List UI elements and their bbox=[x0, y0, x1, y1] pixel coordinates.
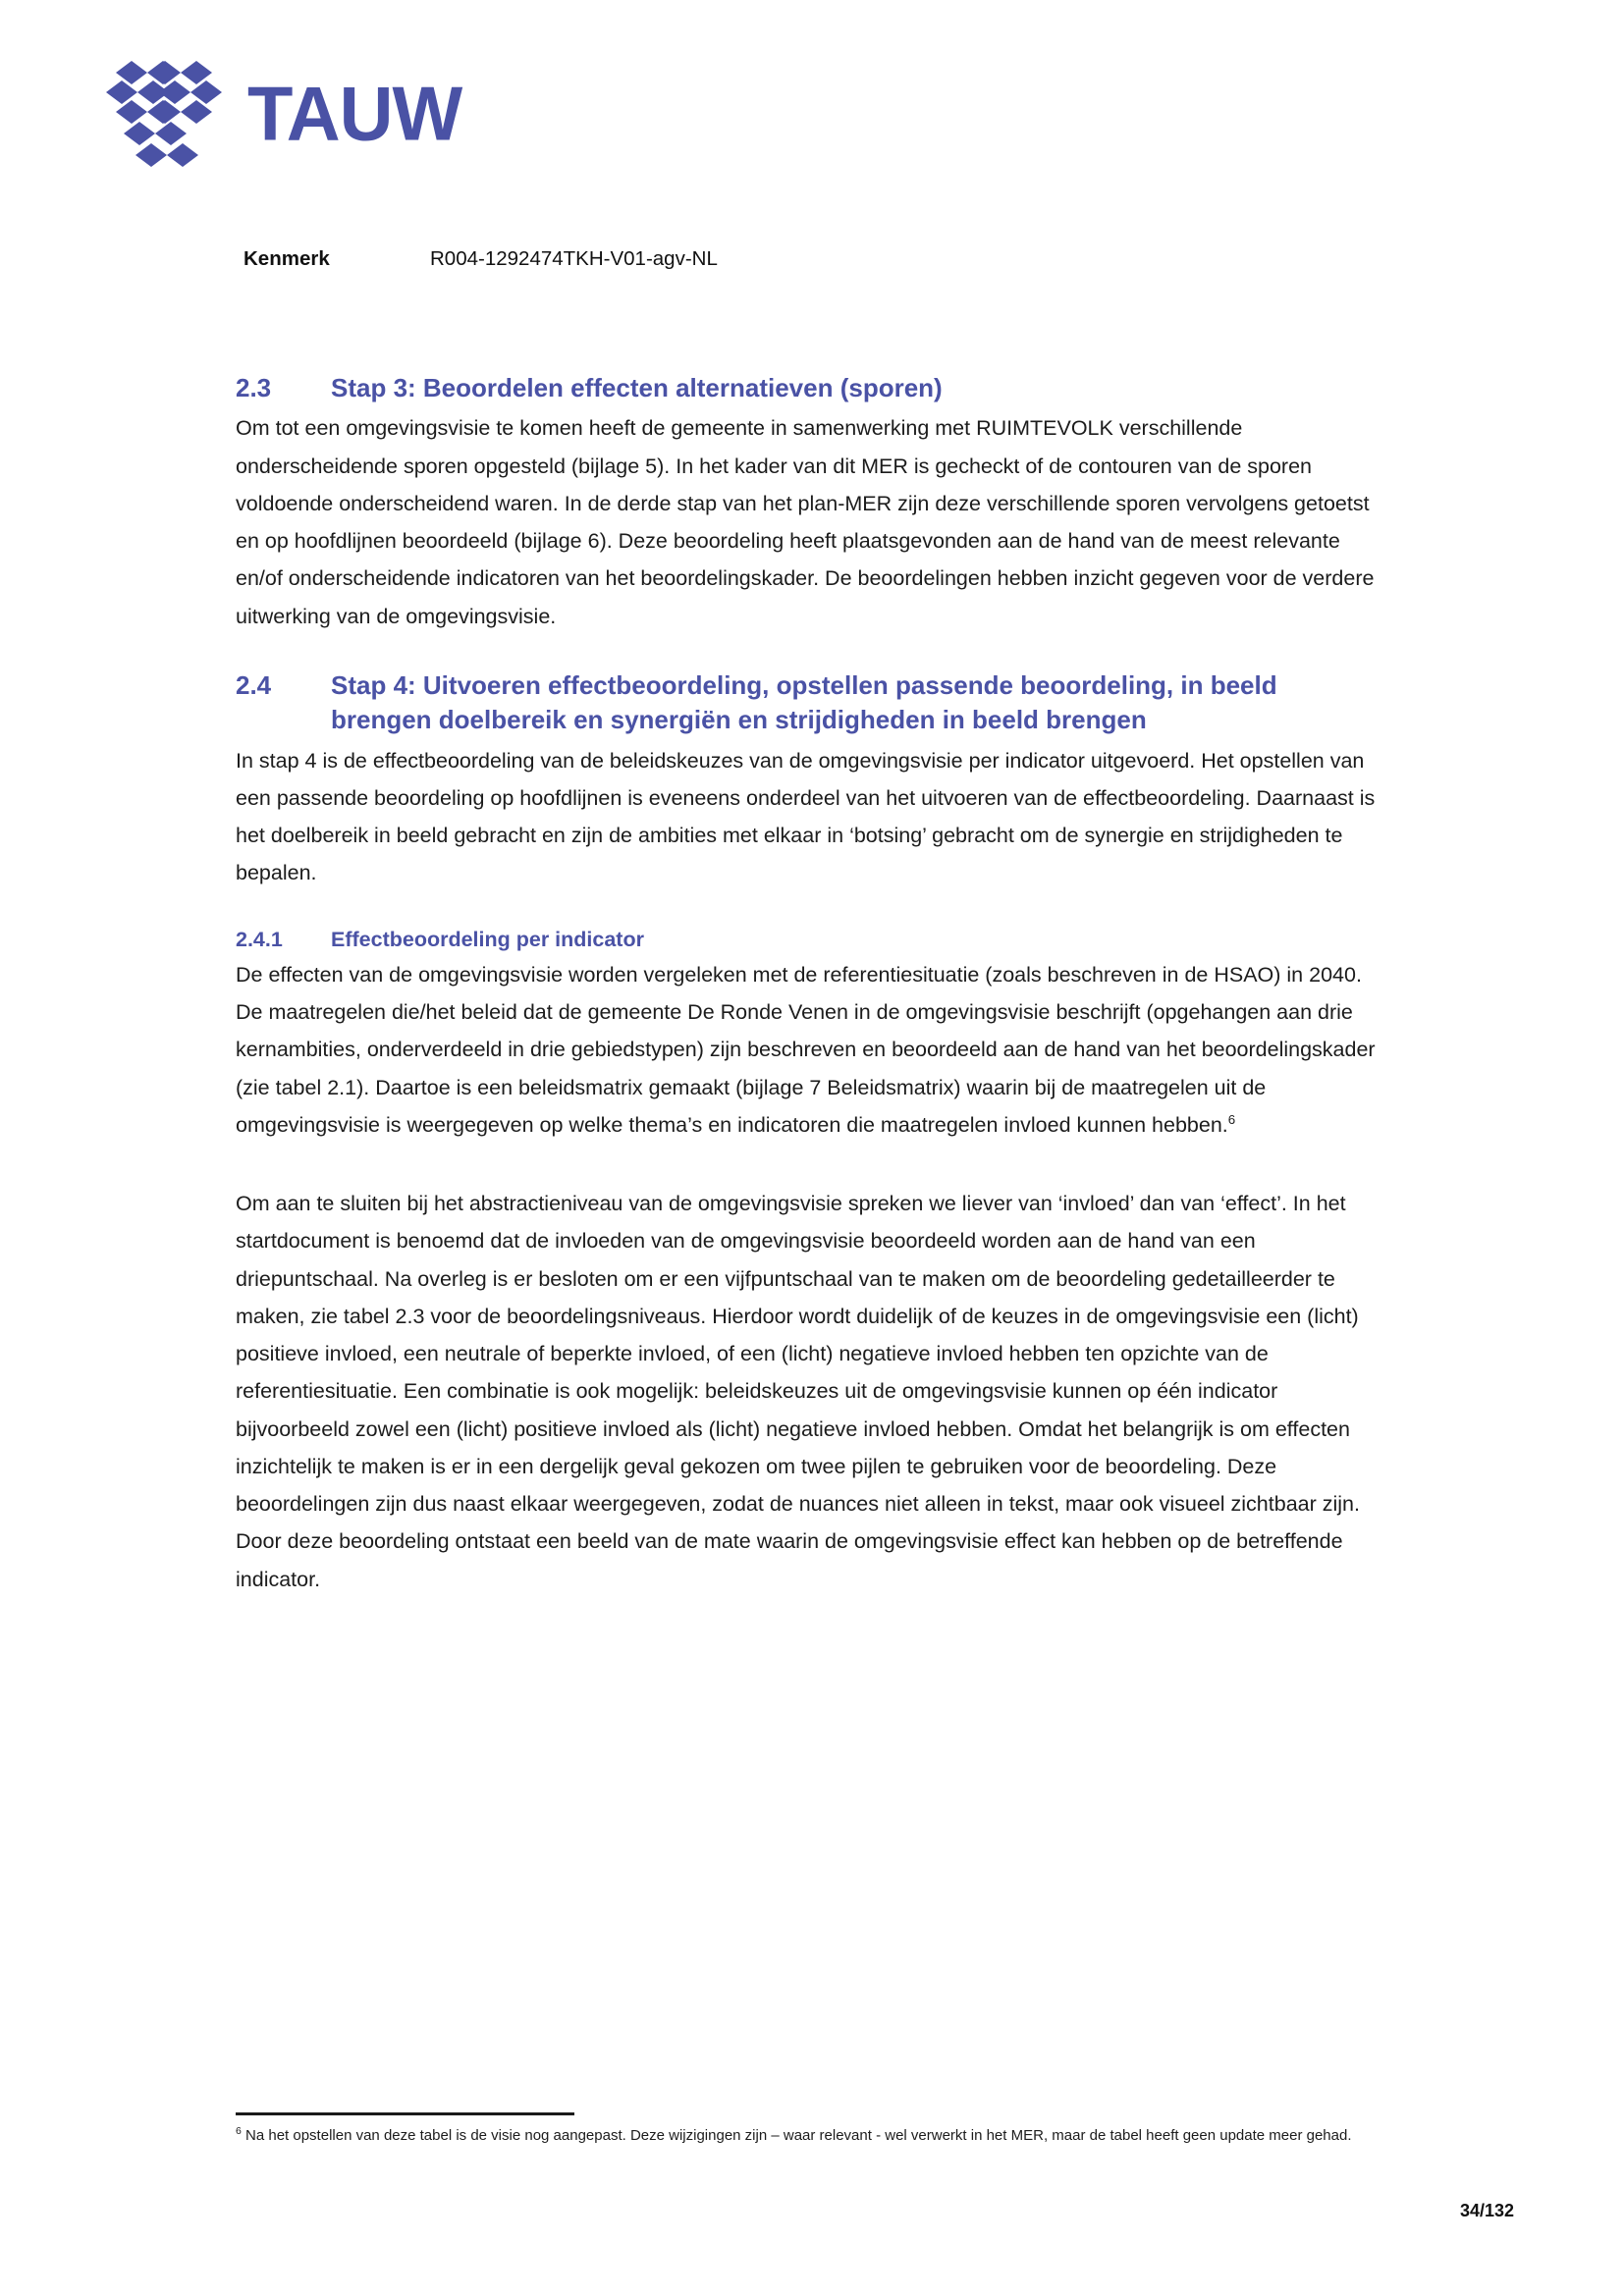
tauw-chevron-lattice-logo-icon bbox=[106, 61, 222, 169]
paragraph-2-3: Om tot een omgevingsvisie te komen heeft de gemeente in samenwerking met RUIMTEVOLK verschillende onderscheidende sporen opgesteld (bijlage 5). In het kader van dit MER is gecheckt of de contouren van de sporen voldoende onderscheidend waren. In de derde stap van het plan-MER zijn deze verschillende sporen vervolgens getoetst en op hoofdlijnen beoordeeld (bijlage 6). Deze beoordeling heeft plaatsgevonden aan de hand van de meest relevante en/of onderscheidende indicatoren van het beoordelingskader. De beoordelingen hebben inzicht gegeven voor de verdere uitwerking van de omgevingsvisie. bbox=[236, 416, 1375, 628]
footnote-marker-6: 6 bbox=[236, 2125, 242, 2137]
spacer bbox=[236, 1144, 1384, 1185]
paragraph-2-4-1-second: Om aan te sluiten bij het abstractieniveau van de omgevingsvisie spreken we liever van ‘invloed’ dan van ‘effect’. In het startdocument is benoemd dat de invloeden van de omgevingsvisie beoordeeld worden aan de hand van een driepuntschaal. Na overleg is er besloten om er een vijfpuntschaal van te maken om de beoordeling gedetailleerder te maken, zie tabel 2.3 voor de beoordelingsniveaus. Hierdoor wordt duidelijk of de keuzes in de omgevingsvisie een (licht) positieve invloed, een neutrale of beperkte invloed, of een (licht) negatieve invloed hebben ten opzichte van de referentiesituatie. Een combinatie is ook mogelijk: beleidskeuzes uit de omgevingsvisie kunnen op één indicator bijvoorbeeld zowel een (licht) positieve invloed als (licht) negatieve invloed hebben. Omdat het belangrijk is om effecten inzichtelijk te maken is er in een dergelijk geval gekozen om twee pijlen te gebruiken voor de beoordeling. Deze beoordelingen zijn dus naast elkaar weergegeven, zodat de nuances niet alleen in tekst, maar ook visueel zichtbaar zijn. Door deze beoordeling ontstaat een beeld van de mate waarin de omgevingsvisie effect kan hebben op de betreffende indicator. bbox=[236, 1192, 1360, 1591]
kenmerk-row bbox=[244, 247, 718, 271]
heading-2-3-number: 2.3 bbox=[236, 373, 272, 402]
heading-2-4-1 bbox=[236, 926, 1384, 954]
footnote-reference-6[interactable]: 6 bbox=[1227, 1111, 1236, 1127]
footnote-6-text: Na het opstellen van deze tabel is de visie nog aangepast. Deze wijzigingen zijn – waar relevant - wel verwerkt in het MER, maar de tabel heeft geen update meer gehad. bbox=[245, 2127, 1352, 2144]
heading-2-4-1-number: 2.4.1 bbox=[236, 927, 283, 951]
heading-2-4-number: 2.4 bbox=[236, 669, 272, 700]
tauw-wordmark: TAUW bbox=[247, 72, 462, 157]
heading-2-4 bbox=[236, 668, 1384, 738]
paragraph-2-4: In stap 4 is de effectbeoordeling van de beleidskeuzes van de omgevingsvisie per indicator uitgevoerd. Het opstellen van een passende beoordeling op hoofdlijnen is eveneens onderdeel van het uitvoeren van de effectbeoordeling. Daarnaast is het doelbereik in beeld gebracht en zijn de ambities met elkaar in ‘botsing’ gebracht om de synergie en strijdigheden te bepalen. bbox=[236, 748, 1376, 885]
footnote-area bbox=[236, 2112, 1394, 2146]
paragraph-2-4-1-first-text: De effecten van de omgevingsvisie worden vergeleken met de referentiesituatie (zoals beschreven in de HSAO) in 2040. De maatregelen die/het beleid dat de gemeente De Ronde Venen in de omgevingsvisie beschrijft (opgehangen aan drie kernambities, onderverdeeld in drie gebiedstypen) zijn beschreven en beoordeeld aan de hand van het beoordelingskader (zie tabel 2.1). Daartoe is een beleidsmatrix gemaakt (bijlage 7 Beleidsmatrix) waarin bij de maatregelen uit de omgevingsvisie is weergegeven op welke thema’s en indicatoren die maatregelen invloed kunnen hebben. bbox=[236, 962, 1376, 1137]
kenmerk-value: R004-1292474TKH-V01-agv-NL bbox=[430, 247, 718, 270]
kenmerk-label: Kenmerk bbox=[244, 247, 330, 270]
spacer bbox=[236, 892, 1384, 926]
paragraph-2-4-1-first bbox=[236, 956, 1384, 1144]
heading-2-4-title: Stap 4: Uitvoeren effectbeoordeling, opstellen passende beoordeling, in beeld brengen doelbereik en synergiën en strijdigheden in beeld brengen bbox=[331, 669, 1277, 735]
tauw-logo bbox=[106, 61, 461, 169]
spacer bbox=[236, 635, 1384, 668]
footnote-6 bbox=[236, 2125, 1394, 2146]
footnote-separator-rule bbox=[236, 2112, 574, 2115]
heading-2-4-1-title: Effectbeoordeling per indicator bbox=[331, 927, 644, 951]
heading-2-3-title: Stap 3: Beoordelen effecten alternatieven (sporen) bbox=[331, 373, 943, 402]
document-body bbox=[236, 371, 1384, 1598]
heading-2-3 bbox=[236, 371, 1384, 405]
page-number: 34/132 bbox=[1459, 2201, 1514, 2220]
